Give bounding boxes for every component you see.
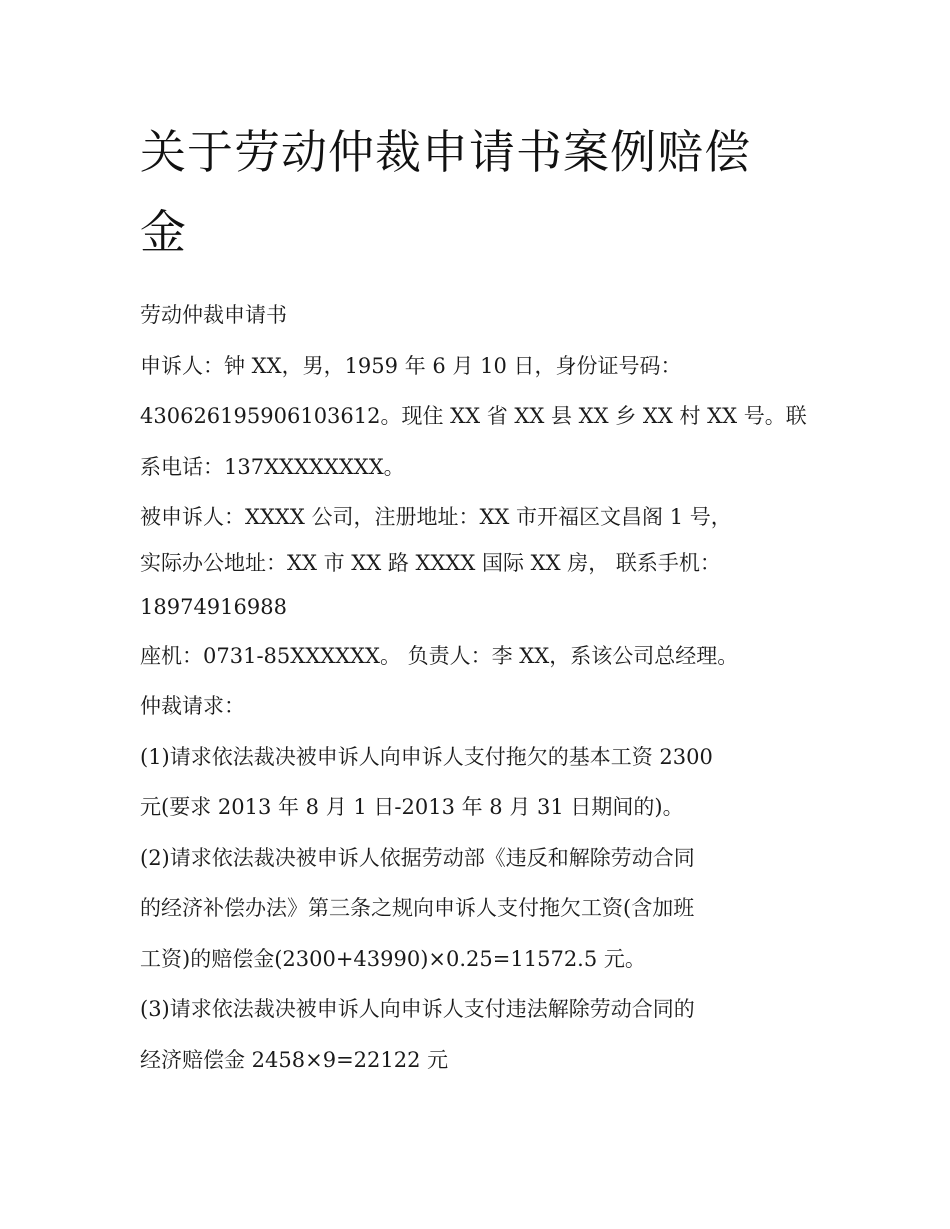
document-body [140, 290, 810, 1085]
document-title [140, 112, 810, 272]
subtitle-line: 劳动仲裁申请书 [140, 303, 287, 327]
body-line: 系电话：137XXXXXXXX。 [140, 454, 405, 479]
body-line: 工资)的赔偿金(2300+43990)×0.25=11572.5 元。 [140, 946, 646, 971]
body-line: (3)请求依法裁决被申诉人向申诉人支付违法解除劳动合同的 [140, 997, 695, 1021]
body-line: 座机：0731-85XXXXXX。 负责人：李 XX，系该公司总经理。 [140, 643, 739, 668]
document-page [140, 112, 810, 1085]
body-line: 申诉人：钟 XX，男，1959 年 6 月 10 日，身份证号码： [140, 353, 682, 378]
section-heading: 仲裁请求： [140, 694, 245, 718]
title-line-1: 关于劳动仲裁申请书案例赔偿 [140, 125, 751, 179]
body-line: (1)请求依法裁决被申诉人向申诉人支付拖欠的基本工资 2300 [140, 744, 713, 769]
body-line: 经济赔偿金 2458×9=22122 元 [140, 1047, 449, 1072]
body-line: 元(要求 2013 年 8 月 1 日-2013 年 8 月 31 日期间的)。 [140, 795, 684, 819]
body-line: 18974916988 [140, 594, 287, 619]
body-line: 430626195906103612。现住 XX 省 XX 县 XX 乡 XX 村 XX 号。联 [140, 404, 807, 428]
body-line: 被申诉人：XXXX 公司，注册地址：XX 市开福区文昌阁 1 号， [140, 505, 732, 529]
body-line: 实际办公地址：XX 市 XX 路 XXXX 国际 XX 房， 联系手机： [140, 550, 721, 575]
body-line: (2)请求依法裁决被申诉人依据劳动部《违反和解除劳动合同 [140, 845, 695, 870]
body-line: 的经济补偿办法》第三条之规向申诉人支付拖欠工资(含加班 [140, 896, 695, 920]
title-line-2: 金 [140, 205, 187, 259]
